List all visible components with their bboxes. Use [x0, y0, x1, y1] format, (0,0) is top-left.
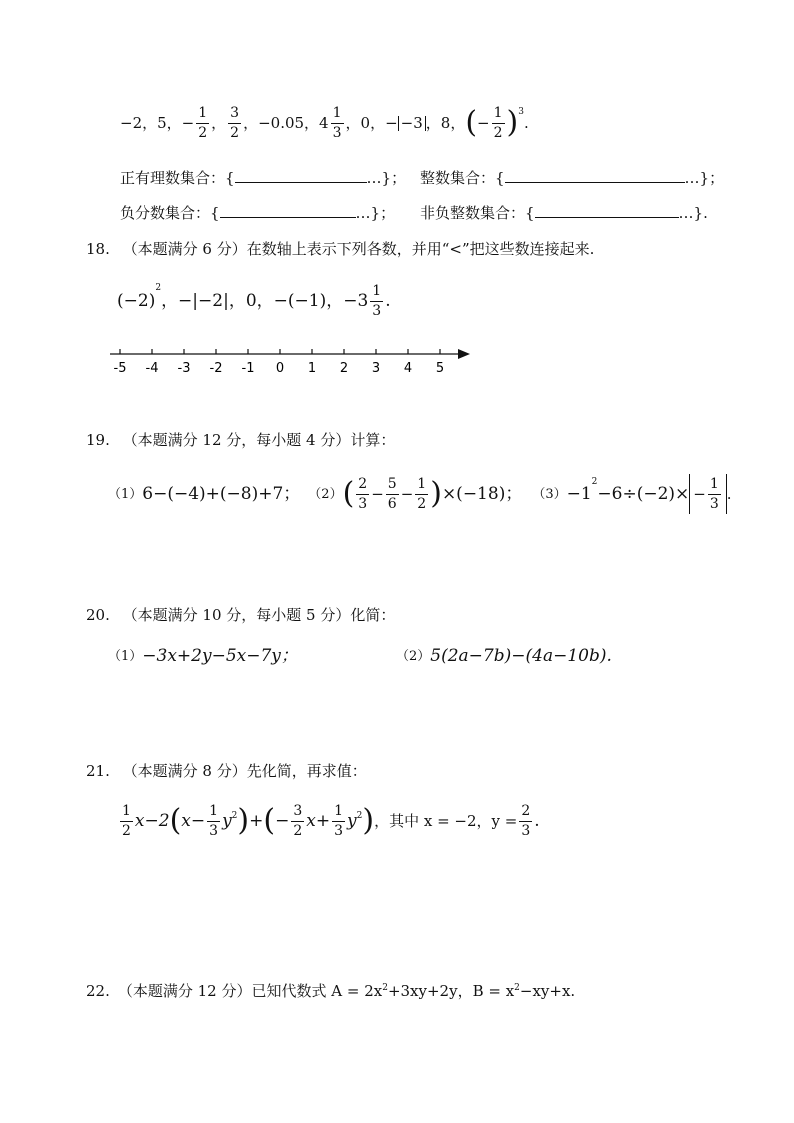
answer-blank[interactable] — [535, 205, 679, 218]
paren-right: ) — [362, 803, 375, 839]
axis-arrow — [458, 349, 470, 359]
expression: 5(2a−7b)−(4a−10b). — [430, 646, 612, 666]
exponent: 3 — [518, 107, 524, 117]
denominator: 3 — [372, 302, 382, 319]
text: y — [347, 810, 357, 831]
numerator: 1 — [370, 284, 383, 302]
operator: − — [371, 484, 384, 503]
text: ，−0.05，4 — [243, 113, 329, 132]
numerator: 1 — [331, 106, 344, 124]
question-text: +3xy+2y，B = x — [387, 982, 515, 1000]
axis-tick-label: 0 — [275, 361, 285, 376]
question-number: 22. — [86, 982, 110, 1000]
denominator: 3 — [709, 495, 719, 512]
paren-left: ( — [169, 803, 182, 839]
paren-right: ) — [506, 105, 519, 141]
q19-header — [86, 433, 395, 448]
question-text: （本题满分 6 分）在数轴上表示下列各数，并用“<”把这些数连接起来. — [122, 240, 595, 258]
text: ，0，− — [345, 113, 398, 132]
text: −2，5， — [120, 113, 182, 132]
question-text: （本题满分 12 分，每小题 4 分）计算： — [122, 431, 396, 449]
denominator: 3 — [209, 822, 219, 839]
text: x+ — [306, 810, 331, 831]
fraction — [331, 106, 344, 140]
question-number: 20. — [86, 606, 110, 624]
denominator: 2 — [198, 124, 208, 141]
denominator: 3 — [334, 822, 344, 839]
denominator: 2 — [493, 124, 503, 141]
fraction — [228, 106, 241, 140]
denominator: 2 — [417, 495, 427, 512]
question-text: （本题满分 10 分，每小题 5 分）化简： — [122, 606, 396, 624]
fraction — [492, 106, 505, 140]
question-number: 21. — [86, 762, 110, 780]
axis-tick-label: 2 — [339, 361, 349, 376]
subq-label: （1） — [108, 486, 143, 502]
q18-expression — [117, 284, 391, 318]
text: − — [275, 810, 290, 831]
text: − — [477, 113, 490, 132]
text: (−2) — [117, 290, 156, 311]
numerator: 5 — [386, 477, 399, 495]
numerator: 1 — [415, 477, 428, 495]
fraction — [415, 477, 428, 511]
axis-tick-label: -4 — [145, 361, 159, 376]
axis-tick-label: -3 — [177, 361, 191, 376]
set-label: 负分数集合：{ — [120, 204, 220, 222]
text: . — [726, 484, 732, 503]
denominator: 2 — [122, 822, 131, 839]
text: ，−|−2|，0，−(−1)，−3 — [161, 290, 369, 311]
paren-right: ) — [237, 803, 250, 839]
answer-blank[interactable] — [505, 170, 685, 183]
expression: 6−(−4)+(−8)+7； — [142, 483, 301, 504]
denominator: 2 — [293, 822, 303, 839]
question-text: −xy+x. — [519, 982, 576, 1000]
q20-header — [86, 608, 395, 623]
set-nonnegative-integer — [420, 205, 708, 221]
paren-left: ( — [465, 105, 478, 141]
fraction — [386, 477, 399, 511]
text: . — [524, 113, 529, 132]
fraction — [370, 284, 383, 318]
q17-number-list — [120, 106, 529, 140]
paren-right: ) — [430, 476, 442, 511]
q20-part2 — [396, 648, 612, 665]
answer-blank[interactable] — [235, 170, 367, 183]
exponent: 2 — [155, 283, 162, 293]
numerator: 1 — [492, 106, 505, 124]
axis-tick-label: 3 — [371, 361, 381, 376]
set-label: 整数集合：{ — [420, 169, 505, 187]
operator: + — [249, 810, 264, 831]
axis-tick-label: 4 — [403, 361, 413, 376]
text: −3 — [400, 113, 423, 132]
text: − — [181, 113, 195, 132]
numerator: 1 — [708, 477, 721, 495]
q22-line — [86, 984, 575, 999]
numerator: 1 — [120, 804, 133, 822]
q18-header — [86, 242, 594, 257]
denominator: 3 — [521, 822, 531, 839]
text: . — [385, 290, 391, 311]
exponent: 2 — [591, 477, 598, 487]
abs-bar — [398, 113, 426, 132]
number-line — [100, 342, 480, 378]
q21-header — [86, 764, 367, 779]
text: y — [222, 810, 232, 831]
set-end: …}. — [678, 204, 708, 222]
axis-tick-label: 5 — [435, 361, 445, 376]
fraction — [291, 804, 304, 838]
axis-tick-label: -1 — [241, 361, 255, 376]
numerator: 2 — [356, 477, 369, 495]
exponent: 2 — [382, 983, 388, 993]
fraction — [519, 804, 532, 838]
fraction — [708, 477, 721, 511]
exponent: 2 — [231, 811, 238, 821]
denominator: 3 — [358, 495, 368, 512]
question-number: 19. — [86, 431, 110, 449]
text: x− — [181, 810, 206, 831]
set-end: …}； — [366, 169, 407, 187]
subq-label: （3） — [532, 486, 567, 502]
text: . — [534, 810, 540, 831]
numerator: 2 — [519, 804, 532, 822]
question-text: （本题满分 12 分）已知代数式 A = 2x — [117, 982, 383, 1000]
set-label: 正有理数集合：{ — [120, 169, 235, 187]
question-text: （本题满分 8 分）先化简，再求值： — [122, 762, 367, 780]
set-label: 非负整数集合：{ — [420, 204, 535, 222]
axis-tick-label: -2 — [209, 361, 223, 376]
abs-bar — [689, 474, 727, 514]
paren-left: ( — [263, 803, 276, 839]
text: −1 — [566, 483, 592, 504]
fraction — [207, 804, 220, 838]
text: ， — [211, 113, 227, 132]
axis-ticks — [114, 349, 445, 376]
exponent: 2 — [356, 811, 363, 821]
q21-expression — [118, 804, 540, 838]
q19-problems — [108, 474, 732, 514]
text: −6÷(−2)× — [597, 483, 690, 504]
numerator: 1 — [332, 804, 345, 822]
q20-part1 — [108, 648, 298, 665]
answer-blank[interactable] — [220, 205, 356, 218]
numerator: 3 — [228, 106, 241, 124]
denominator: 6 — [387, 495, 397, 512]
set-positive-rational — [120, 170, 406, 186]
set-integer — [420, 170, 724, 186]
axis-tick-label: 1 — [307, 361, 317, 376]
fraction — [356, 477, 369, 511]
paren-left: ( — [342, 476, 355, 511]
denominator: 3 — [332, 124, 342, 141]
operator: − — [400, 484, 414, 503]
subq-label: （2） — [308, 486, 343, 502]
subq-label: （2） — [396, 649, 431, 664]
numerator: 3 — [291, 804, 304, 822]
denominator: 2 — [230, 124, 240, 141]
fraction — [120, 804, 133, 838]
set-negative-fraction — [120, 205, 395, 221]
text: x−2 — [134, 810, 170, 831]
text: − — [693, 484, 706, 503]
set-end: …}； — [355, 204, 396, 222]
text: ，8， — [425, 113, 466, 132]
subq-label: （1） — [108, 649, 143, 664]
numerator: 1 — [196, 106, 209, 124]
expression: −3x+2y−5x−7y； — [142, 646, 298, 666]
text: ，其中 x = −2，y = — [374, 811, 518, 830]
fraction — [196, 106, 209, 140]
axis-tick-label: -5 — [113, 361, 127, 376]
question-number: 18. — [86, 240, 110, 258]
set-end: …}； — [684, 169, 725, 187]
exponent: 2 — [514, 983, 520, 993]
fraction — [332, 804, 345, 838]
numerator: 1 — [207, 804, 220, 822]
expression: ×(−18)； — [441, 483, 523, 504]
